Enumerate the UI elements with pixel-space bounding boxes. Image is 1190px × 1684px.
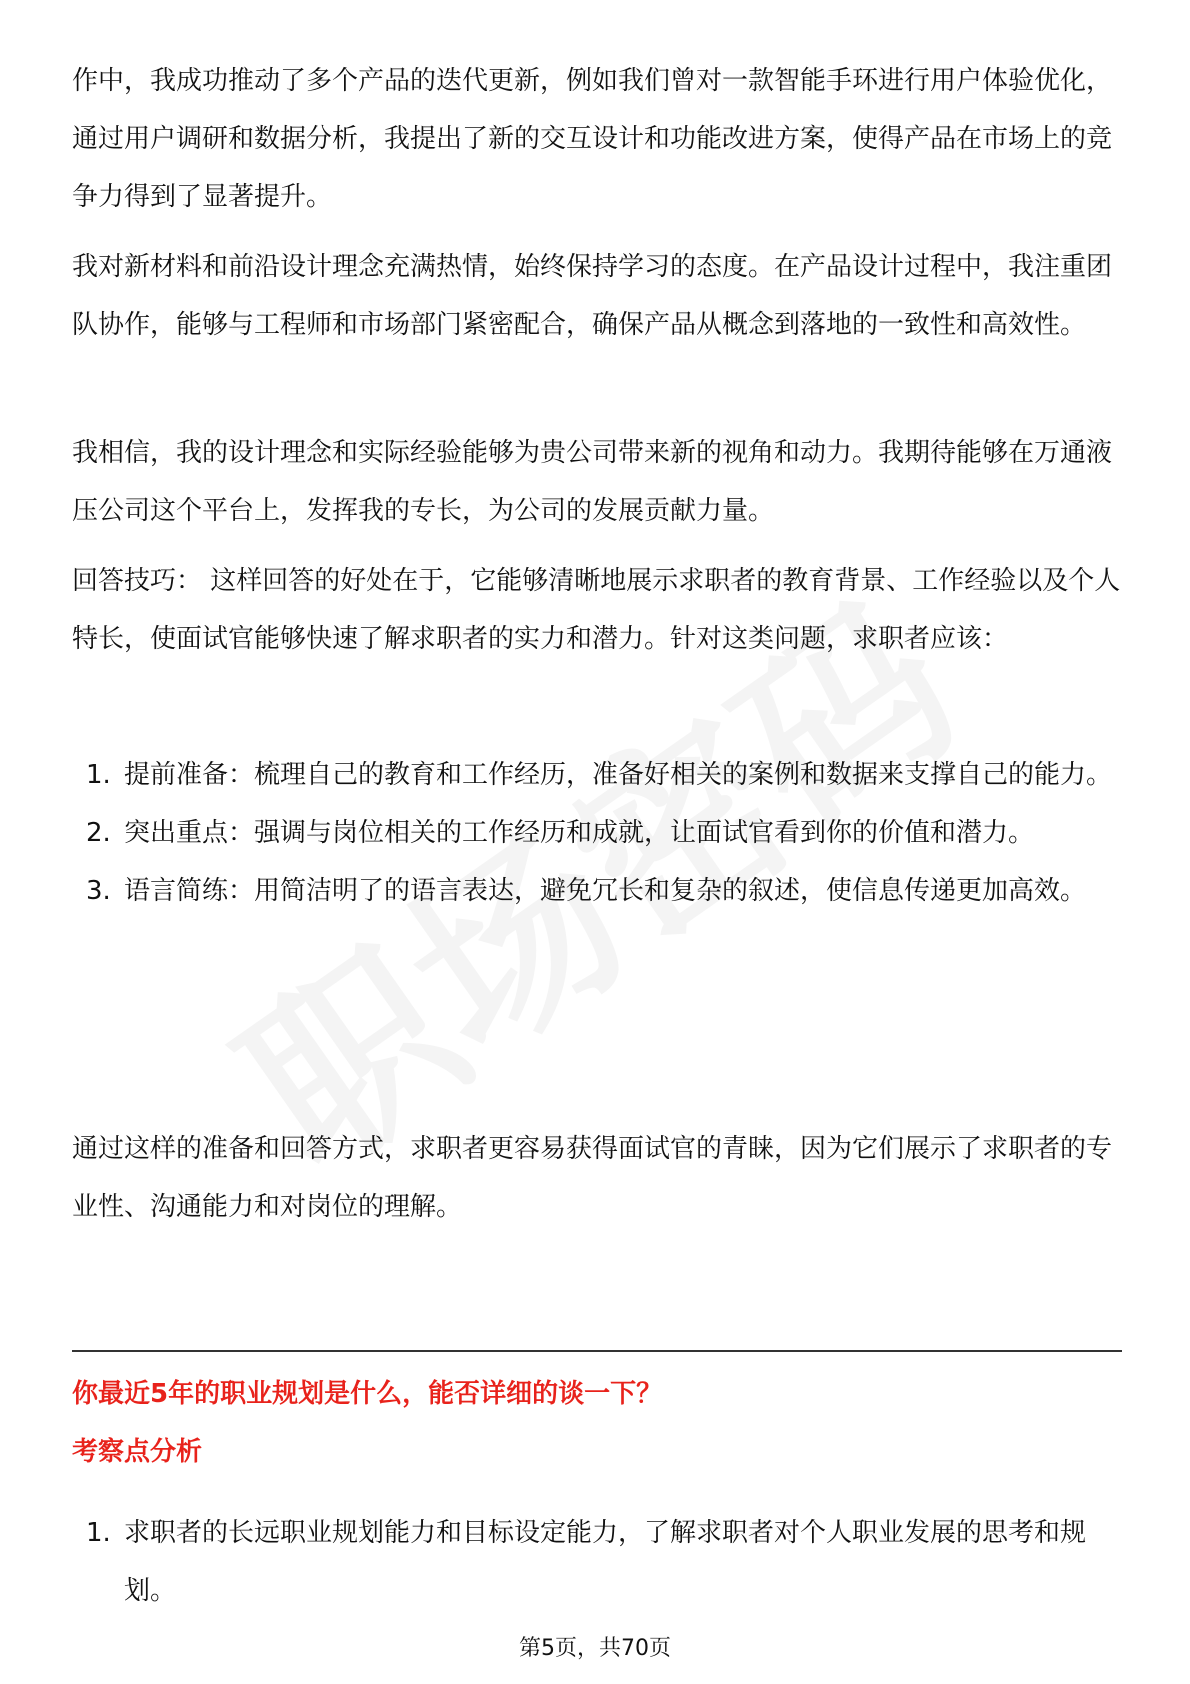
analysis-heading: 考察点分析 bbox=[72, 1437, 203, 1467]
list-item-text: 提前准备：梳理自己的教育和工作经历，准备好相关的案例和数据来支撑自己的能力。 bbox=[124, 760, 1113, 790]
paragraph-closing-statement: 我相信，我的设计理念和实际经验能够为贵公司带来新的视角和动力。我期待能够在万通液压公司这个平台上，发挥我的专长，为公司的发展贡献力量。 bbox=[72, 438, 1113, 526]
paragraph-answer-tips: 回答技巧： 这样回答的好处在于，它能够清晰地展示求职者的教育背景、工作经验以及个人特长，使面试官能够快速了解求职者的实力和潜力。针对这类问题，求职者应该： bbox=[72, 566, 1121, 654]
list-item bbox=[72, 804, 1122, 862]
list-item-text: 语言简练：用简洁明了的语言表达，避免冗长和复杂的叙述，使信息传递更加高效。 bbox=[124, 876, 1087, 906]
section-divider bbox=[72, 1350, 1122, 1352]
list-item-text: 求职者的长远职业规划能力和目标设定能力，了解求职者对个人职业发展的思考和规划。 bbox=[124, 1518, 1087, 1606]
tips-list bbox=[72, 746, 1122, 920]
list-number: 1. bbox=[86, 760, 111, 790]
paragraph-design-passion: 我对新材料和前沿设计理念充满热情，始终保持学习的态度。在产品设计过程中，我注重团队协作，能够与工程师和市场部门紧密配合，确保产品从概念到落地的一致性和高效性。 bbox=[72, 252, 1113, 340]
question-title: 你最近5年的职业规划是什么，能否详细的谈一下？ bbox=[72, 1379, 663, 1409]
list-item bbox=[72, 862, 1122, 920]
analysis-list bbox=[72, 1504, 1122, 1620]
paragraph-work-experience: 作中，我成功推动了多个产品的迭代更新，例如我们曾对一款智能手环进行用户体验优化，通过用户调研和数据分析，我提出了新的交互设计和功能改进方案，使得产品在市场上的竞争力得到了显著提升。 bbox=[72, 66, 1113, 212]
list-item bbox=[72, 1504, 1122, 1620]
page-footer: 第5页，共70页 bbox=[519, 1636, 671, 1661]
list-number: 3. bbox=[86, 876, 111, 906]
paragraph-summary: 通过这样的准备和回答方式，求职者更容易获得面试官的青睐，因为它们展示了求职者的专业性、沟通能力和对岗位的理解。 bbox=[72, 1134, 1113, 1222]
list-number: 2. bbox=[86, 818, 111, 848]
list-item-text: 突出重点：强调与岗位相关的工作经历和成就，让面试官看到你的价值和潜力。 bbox=[124, 818, 1035, 848]
list-item bbox=[72, 746, 1122, 804]
list-number: 1. bbox=[86, 1518, 111, 1548]
